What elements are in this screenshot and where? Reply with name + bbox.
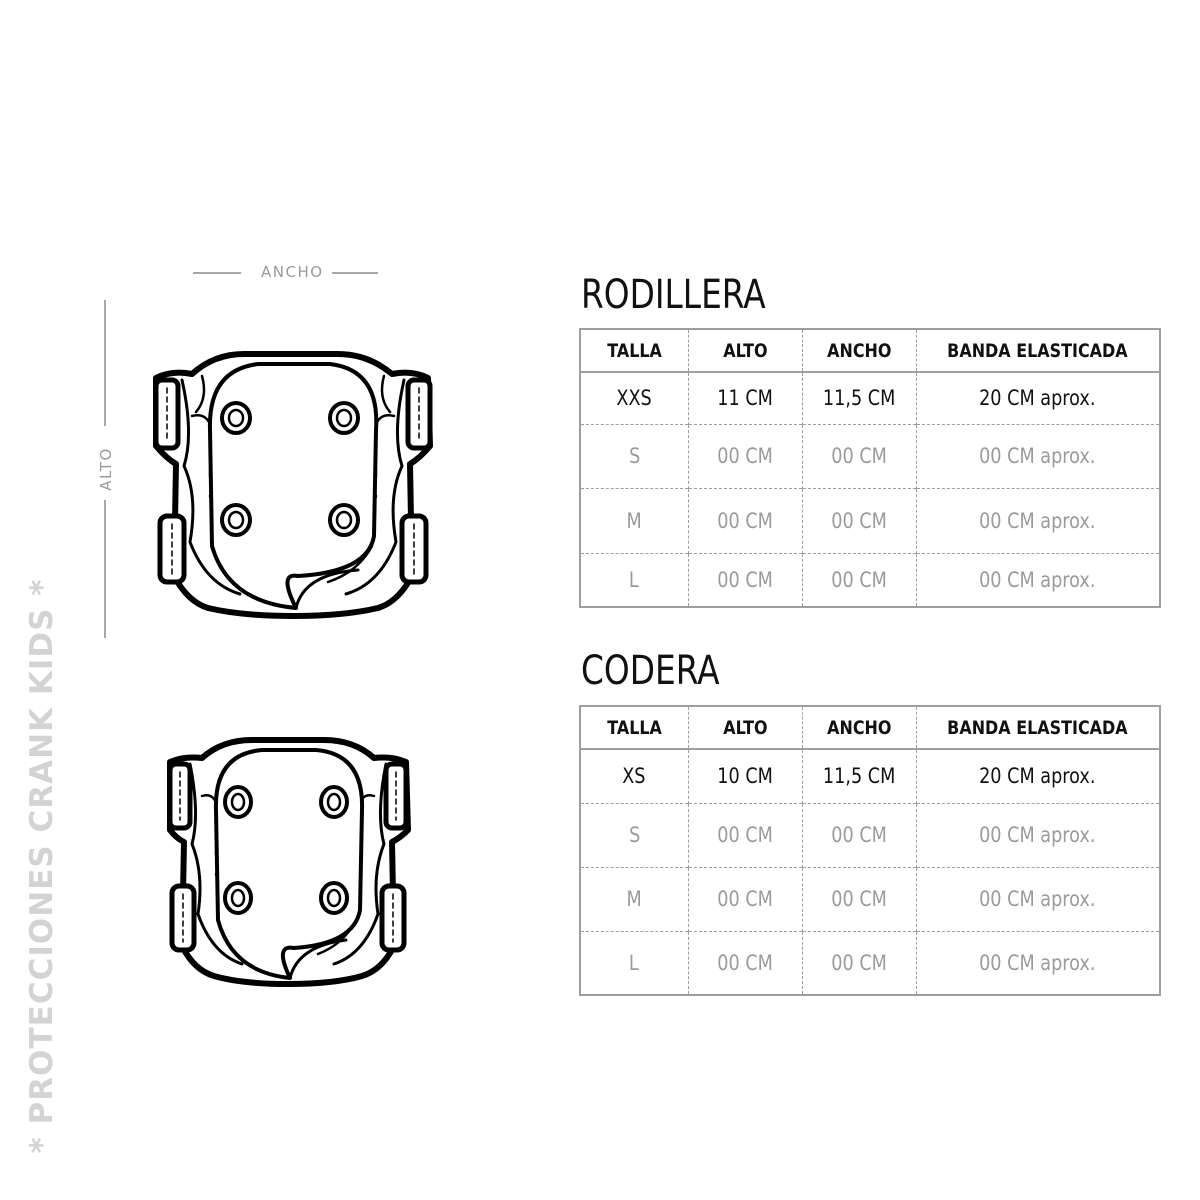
column-header-alto: ALTO (688, 329, 802, 372)
height-dimension-line-top (104, 300, 106, 426)
height-dimension-label: ALTO (96, 447, 115, 491)
elbow-pad-size-table (579, 705, 1161, 996)
table-row (580, 488, 1160, 553)
width-cell: 00 CM (802, 867, 916, 931)
height-cell: 00 CM (688, 488, 802, 553)
elbow-pad-table-title: CODERA (581, 648, 720, 694)
elbow-pad-illustration (162, 734, 414, 990)
size-cell: S (580, 803, 688, 867)
knee-pad-size-table (579, 328, 1161, 608)
column-header-ancho: ANCHO (802, 706, 916, 749)
width-dimension-line-left (193, 272, 241, 274)
size-cell: M (580, 488, 688, 553)
knee-pad-table-title: RODILLERA (581, 272, 766, 318)
width-cell: 11,5 CM (802, 749, 916, 803)
band-cell: 00 CM aprox. (916, 803, 1160, 867)
size-cell: L (580, 931, 688, 995)
table-header-row (580, 706, 1160, 749)
column-header-ancho: ANCHO (802, 329, 916, 372)
band-cell: 00 CM aprox. (916, 424, 1160, 488)
band-cell: 00 CM aprox. (916, 867, 1160, 931)
height-dimension-line-bottom (104, 500, 106, 638)
table-row (580, 803, 1160, 867)
band-cell: 20 CM aprox. (916, 372, 1160, 424)
width-dimension-line-right (332, 272, 378, 274)
height-cell: 00 CM (688, 424, 802, 488)
column-header-banda: BANDA ELASTICADA (916, 329, 1160, 372)
height-cell: 00 CM (688, 931, 802, 995)
width-dimension-label: ANCHO (261, 263, 324, 281)
size-cell: XS (622, 764, 646, 789)
column-header-banda: BANDA ELASTICADA (916, 706, 1160, 749)
width-cell: 00 CM (802, 424, 916, 488)
column-header-talla: TALLA (580, 706, 688, 749)
width-cell: 00 CM (802, 803, 916, 867)
width-cell: 00 CM (802, 931, 916, 995)
column-header-alto: ALTO (688, 706, 802, 749)
width-cell: 11,5 CM (802, 372, 916, 424)
size-cell: L (580, 553, 688, 607)
knee-pad-illustration (148, 346, 438, 622)
height-cell: 00 CM (688, 803, 802, 867)
band-cell: 00 CM aprox. (916, 931, 1160, 995)
band-cell: 00 CM aprox. (916, 488, 1160, 553)
column-header-talla: TALLA (580, 329, 688, 372)
side-brand-label: * PROTECCIONES CRANK KIDS * (24, 578, 60, 1154)
table-row (580, 424, 1160, 488)
width-cell: 00 CM (802, 553, 916, 607)
band-cell: 20 CM aprox. (916, 749, 1160, 803)
table-row (580, 931, 1160, 995)
size-cell: M (580, 867, 688, 931)
table-row (580, 749, 1160, 803)
height-cell: 00 CM (688, 553, 802, 607)
band-cell: 00 CM aprox. (916, 553, 1160, 607)
size-cell: XXS (616, 386, 652, 411)
width-cell: 00 CM (802, 488, 916, 553)
table-header-row (580, 329, 1160, 372)
height-cell: 10 CM (688, 749, 802, 803)
size-cell: S (580, 424, 688, 488)
table-row (580, 553, 1160, 607)
table-row (580, 372, 1160, 424)
table-row (580, 867, 1160, 931)
height-cell: 11 CM (688, 372, 802, 424)
height-cell: 00 CM (688, 867, 802, 931)
